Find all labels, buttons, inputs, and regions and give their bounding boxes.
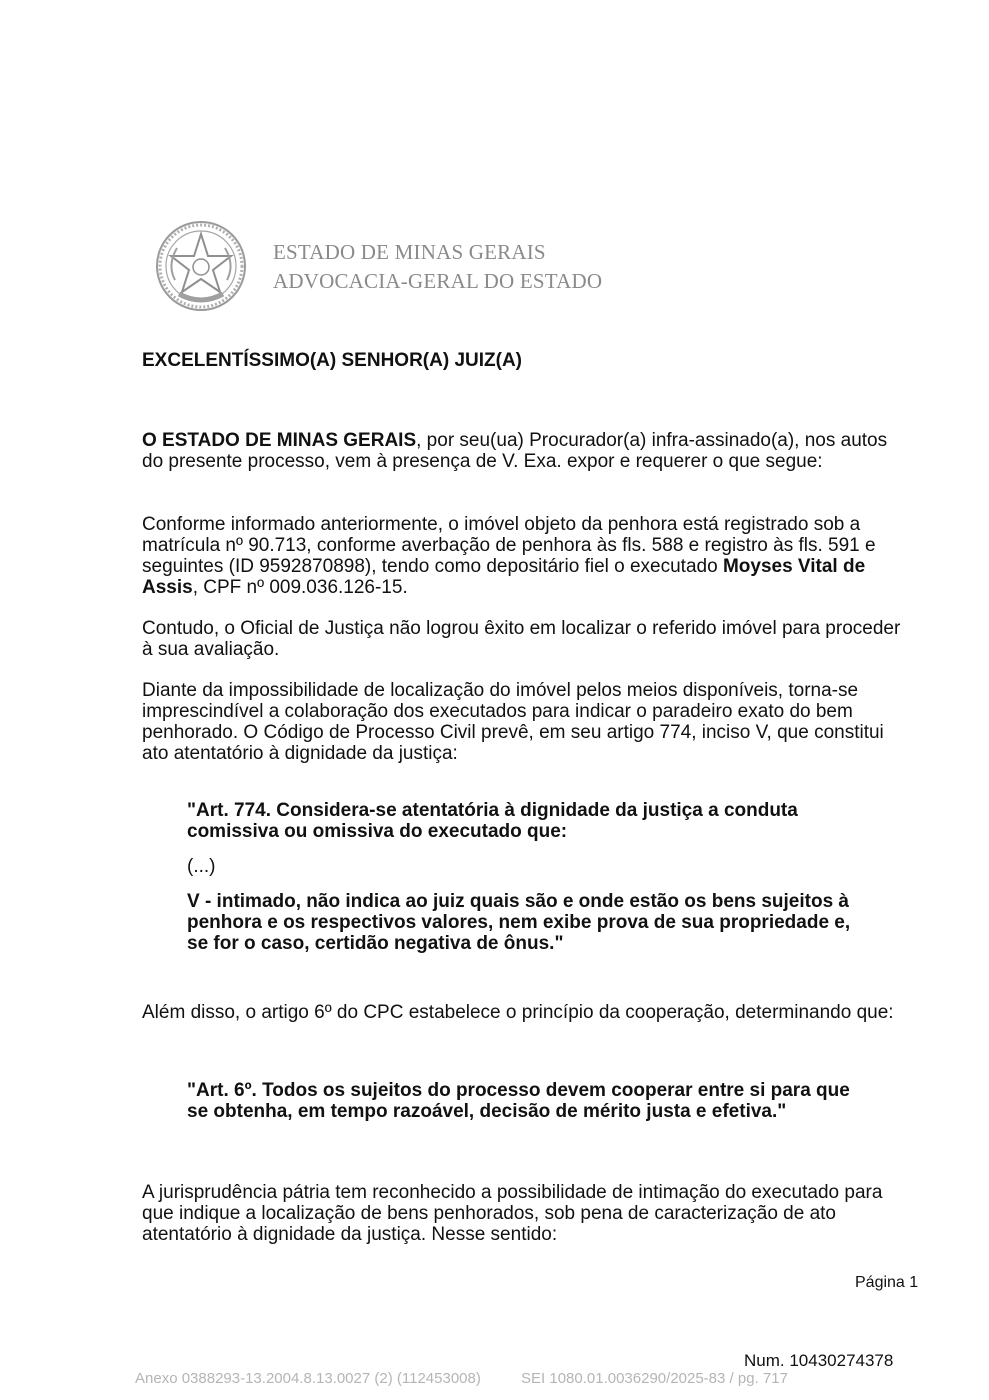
letterhead-line-1: ESTADO DE MINAS GERAIS: [273, 240, 546, 264]
document-number: Num. 10430274378: [744, 1351, 894, 1370]
letterhead-text: [273, 238, 602, 296]
executed-party-name: Moyses Vital de Assis: [142, 556, 866, 598]
paragraph-intro: [142, 430, 902, 472]
intro-party-name: O ESTADO DE MINAS GERAIS: [142, 430, 417, 451]
quote-art-774: [187, 800, 867, 954]
paragraph-jurisprudence: A jurisprudência pátria tem reconhecido a possibilidade de intimação do executado para que indique a localização de bens penhorados, sob pena de caracterização de ato atentatório à dignidade da justiça. Nesse sentido:: [142, 1182, 883, 1245]
page-number: Página 1: [855, 1274, 919, 1291]
property-text-a: Conforme informado anteriormente, o imóvel objeto da penhora está registrado sob a matrícula nº 90.713, conforme averbação de penhora às fls. 588 e registro às fls. 591 e seguintes (ID 9592870898), tendo como depositário fiel o executado: [142, 514, 876, 577]
state-seal-icon: [155, 220, 247, 312]
paragraph-art-6: Além disso, o artigo 6º do CPC estabelece o princípio da cooperação, determinando que:: [142, 1002, 894, 1023]
quote-774-ellipsis: (...): [187, 856, 216, 877]
paragraph-officer: Contudo, o Oficial de Justiça não logrou êxito em localizar o referido imóvel para proceder à sua avaliação.: [142, 618, 901, 660]
footer: [135, 1370, 824, 1387]
paragraph-cpc-774: Diante da impossibilidade de localização do imóvel pelos meios disponíveis, torna-se imprescindível a colaboração dos executados para indicar o paradeiro exato do bem penhorado. O Código de Processo Civil prevê, em seu artigo 774, inciso V, que constitui ato atentatório à dignidade da justiça:: [142, 680, 884, 764]
letterhead: [155, 220, 675, 315]
letterhead-line-2: ADVOCACIA-GERAL DO ESTADO: [273, 269, 603, 293]
quote-774-item: V - intimado, não indica ao juiz quais são e onde estão os bens sujeitos à penhora e os respectivos valores, nem exibe prova de sua propriedade e, se for o caso, certidão negativa de ônus.": [187, 891, 851, 954]
quote-774-head: "Art. 774. Considera-se atentatória à dignidade da justiça a conduta comissiva ou omissiva do executado que:: [187, 800, 798, 842]
paragraph-property: [142, 514, 902, 598]
footer-annex: Anexo 0388293-13.2004.8.13.0027 (2) (112453008): [135, 1370, 481, 1387]
quote-art-6: "Art. 6º. Todos os sujeitos do processo devem cooperar entre si para que se obtenha, em tempo razoável, decisão de mérito justa e efetiva.": [187, 1080, 850, 1122]
property-text-b: , CPF nº 009.036.126-15.: [192, 577, 408, 598]
salutation: EXCELENTÍSSIMO(A) SENHOR(A) JUIZ(A): [142, 350, 522, 371]
intro-text: , por seu(ua) Procurador(a) infra-assinado(a), nos autos do presente processo, vem à presença de V. Exa. expor e requerer o que segue:: [142, 430, 888, 472]
footer-sei: SEI 1080.01.0036290/2025-83 / pg. 717: [521, 1370, 788, 1387]
